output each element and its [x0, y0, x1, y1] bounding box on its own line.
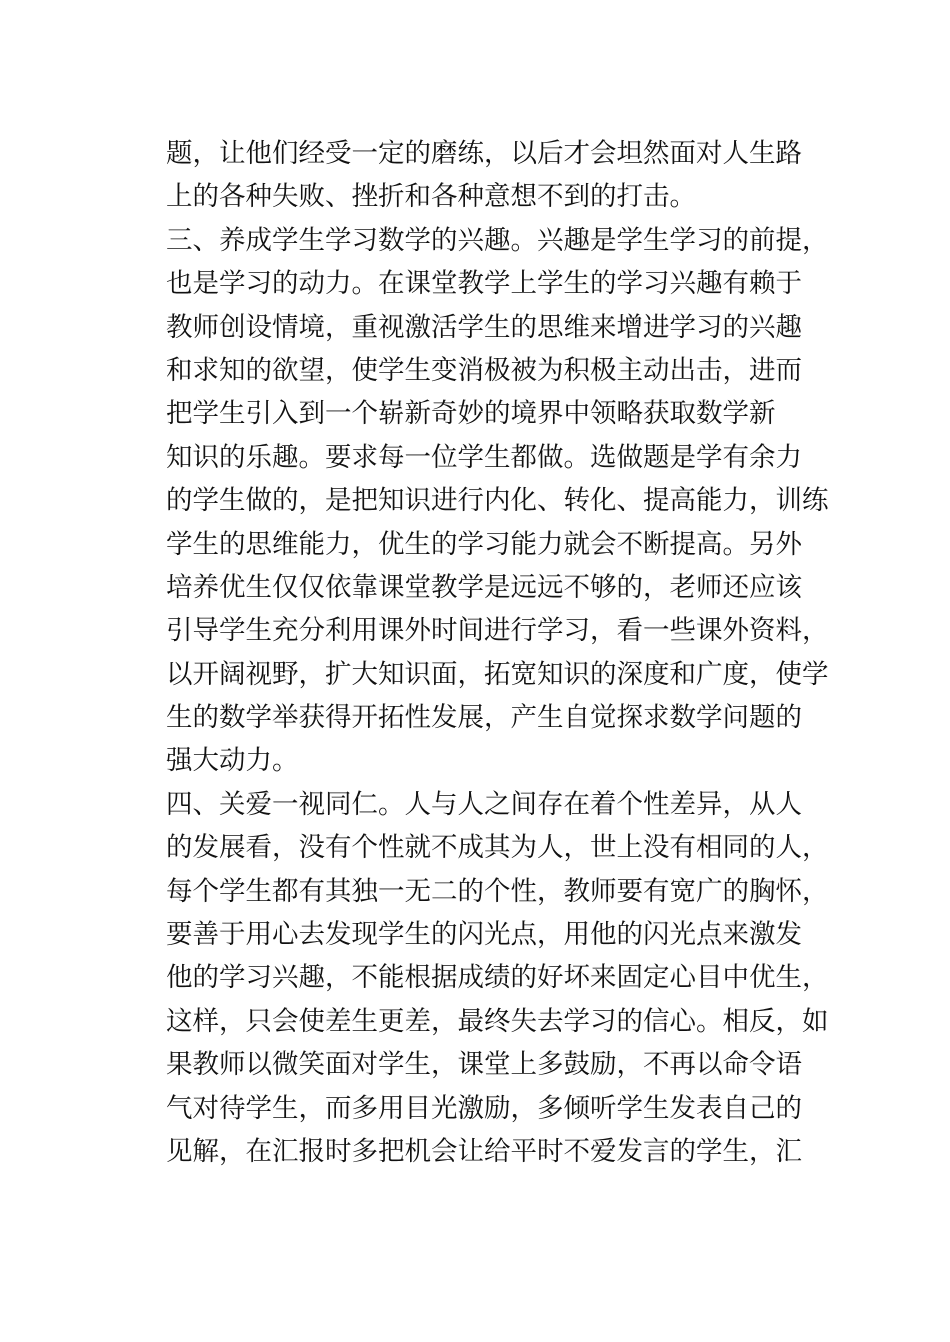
text-line: 把学生引入到一个崭新奇妙的境界中领略获取数学新 — [166, 398, 776, 430]
text-line: 生的数学举获得开拓性发展，产生自觉探求数学问题的 — [166, 702, 802, 734]
text-line: 教师创设情境，重视激活学生的思维来增进学习的兴趣 — [166, 311, 802, 343]
text-line: 气对待学生，而多用目光激励，多倾听学生发表自己的 — [166, 1092, 802, 1124]
text-line: 果教师以微笑面对学生，课堂上多鼓励，不再以命令语 — [166, 1049, 802, 1081]
text-line: 这样，只会使差生更差，最终失去学习的信心。相反，如 — [166, 1005, 829, 1037]
document-body — [166, 132, 829, 1173]
text-line: 每个学生都有其独一无二的个性，教师要有宽广的胸怀， — [166, 875, 829, 907]
section-heading-line: 四、关爱一视同仁。人与人之间存在着个性差异，从人 — [166, 788, 802, 820]
text-line: 引导学生充分利用课外时间进行学习，看一些课外资料， — [166, 615, 829, 647]
text-line: 题，让他们经受一定的磨练，以后才会坦然面对人生路 — [166, 138, 802, 169]
text-line: 他的学习兴趣，不能根据成绩的好坏来固定心目中优生， — [166, 962, 829, 994]
text-line: 强大动力。 — [166, 745, 299, 777]
text-line: 的发展看，没有个性就不成其为人，世上没有相同的人， — [166, 832, 829, 864]
text-line: 和求知的欲望，使学生变消极被为积极主动出击，进而 — [166, 354, 802, 386]
text-line: 也是学习的动力。在课堂教学上学生的学习兴趣有赖于 — [166, 268, 802, 300]
section-heading-line: 三、养成学生学习数学的兴趣。兴趣是学生学习的前提， — [166, 224, 829, 256]
text-line: 见解，在汇报时多把机会让给平时不爱发言的学生，汇 — [166, 1135, 802, 1167]
text-line: 以开阔视野，扩大知识面，拓宽知识的深度和广度，使学 — [166, 658, 829, 690]
text-line: 要善于用心去发现学生的闪光点，用他的闪光点来激发 — [166, 919, 802, 951]
text-line: 知识的乐趣。要求每一位学生都做。选做题是学有余力 — [166, 441, 802, 473]
text-line: 上的各种失败、挫折和各种意想不到的打击。 — [166, 181, 696, 213]
text-line: 培养优生仅仅依靠课堂教学是远远不够的，老师还应该 — [166, 571, 802, 603]
text-line: 的学生做的，是把知识进行内化、转化、提高能力，训练 — [166, 485, 829, 517]
text-line: 学生的思维能力，优生的学习能力就会不断提高。另外 — [166, 528, 802, 560]
